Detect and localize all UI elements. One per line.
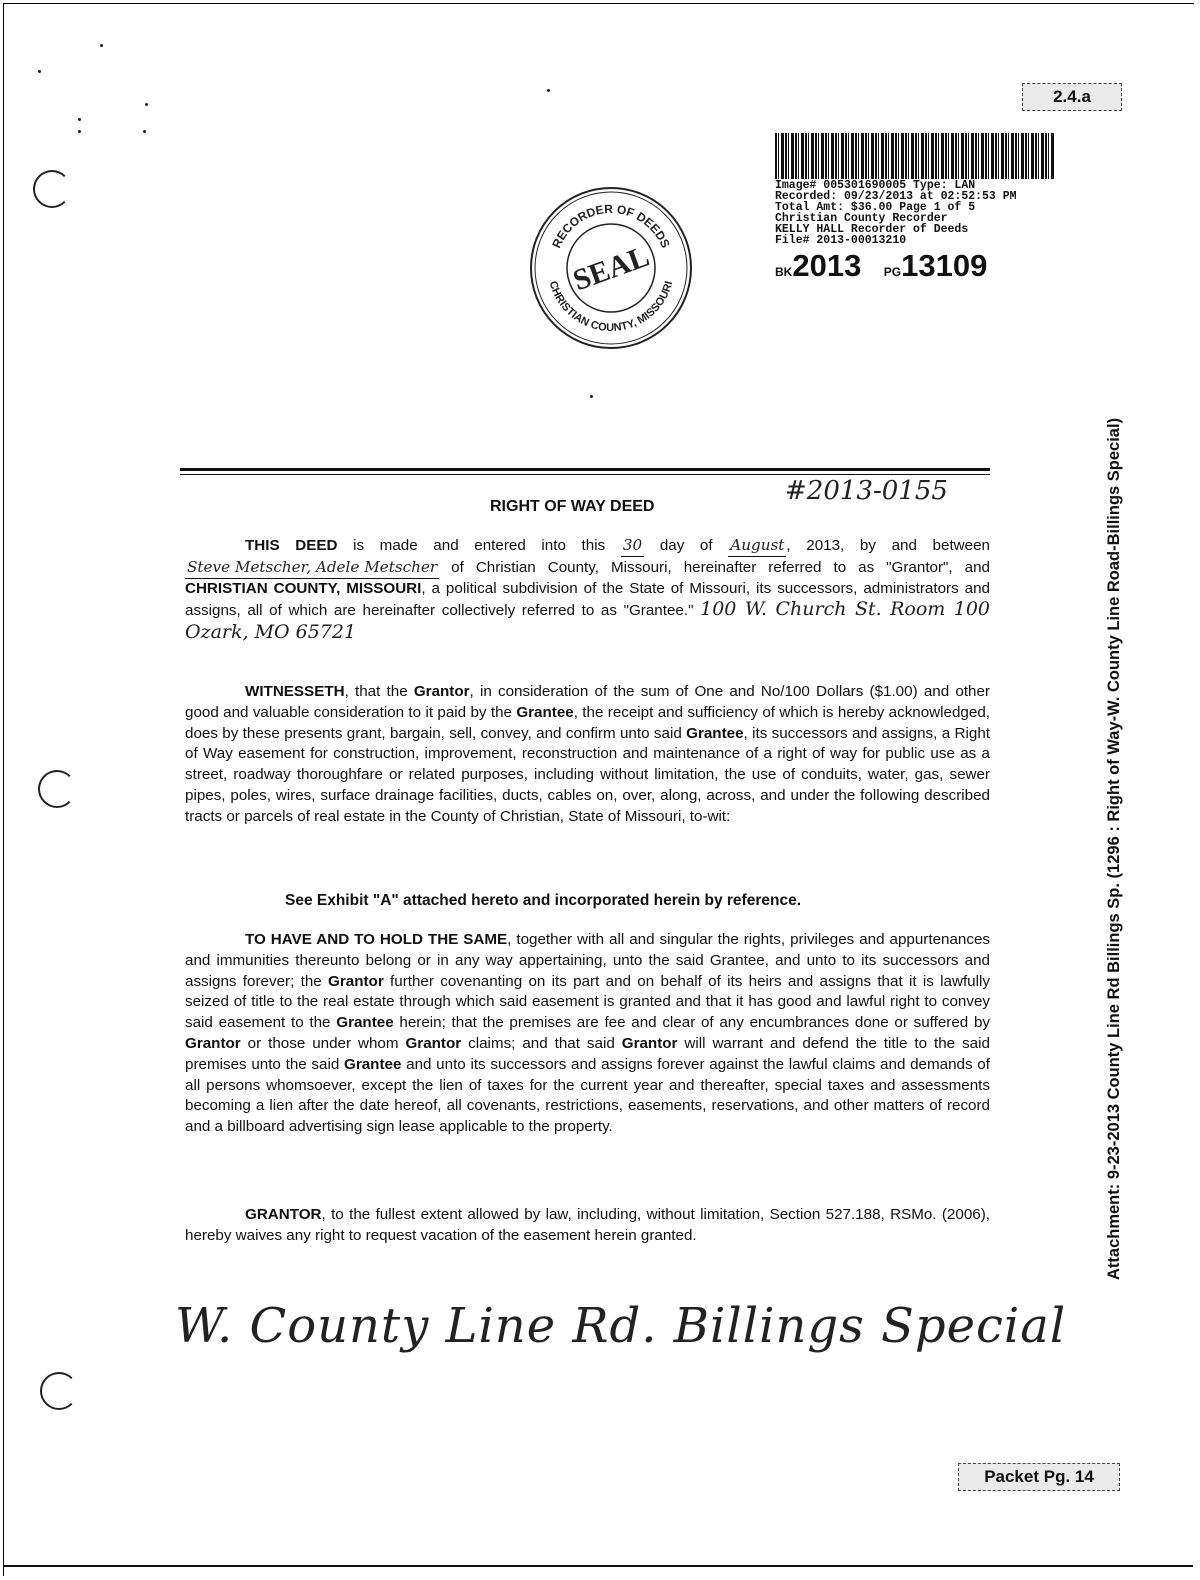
- header-rule: [180, 468, 990, 471]
- recording-info: [775, 180, 1017, 246]
- waiver-text: , to the fullest extent allowed by law, including, without limitation, Section 527.188, RSMo. (2006), hereby waives any right to request vacation of the easement herein granted.: [185, 1206, 990, 1244]
- grantor-term: Grantor: [328, 972, 384, 990]
- waiver-paragraph: [185, 1205, 990, 1247]
- handwritten-month: August: [728, 535, 786, 557]
- grantor-term: Grantor: [621, 1034, 678, 1052]
- speck: [78, 130, 81, 133]
- speck: [590, 395, 593, 398]
- intro-text: , 2013, by and between: [786, 537, 990, 554]
- grantee-term: Grantee: [336, 1014, 394, 1032]
- page-number: 13109: [901, 248, 988, 283]
- witnesseth-paragraph: [185, 682, 990, 828]
- intro-text: , a political subdivision of the State of Missouri, its successors, administrators and assigns, all of which are hereinafter collectively referred to as "Grantee.": [185, 579, 990, 620]
- seal-bottom-text: CHRISTIAN COUNTY, MISSOURI: [546, 279, 676, 335]
- grantee-name: CHRISTIAN COUNTY, MISSOURI: [185, 579, 422, 597]
- grantor-term: Grantor: [185, 1034, 241, 1052]
- habendum-text: and unto its successors and assigns forever against the lawful claims and demands of all persons whomsoever, except the lien of taxes for the current year and thereafter, special taxes and assessments becoming a lien after the date hereof, all covenants, restrictions, easements, reservations, and other matters of record and a billboard advertising sign lease applicable to the property.: [185, 1055, 990, 1136]
- punch-hole-middle: [38, 770, 76, 808]
- punch-hole-top: [33, 170, 71, 208]
- waiver-lead: GRANTOR: [245, 1206, 322, 1223]
- habendum-text: herein; that the premises are fee and clear of any encumbrances done or suffered by: [399, 1014, 991, 1032]
- handwritten-grantors: Steve Metscher, Adele Metscher: [185, 557, 439, 579]
- packet-stamp-top: 2.4.a: [1022, 83, 1122, 111]
- rec-line: Christian County Recorder: [775, 212, 948, 225]
- header-rule-thin: [180, 474, 990, 475]
- rec-line: Image# 005301690005 Type: LAN: [775, 179, 976, 192]
- grantor-term: Grantor: [413, 683, 470, 700]
- intro-paragraph: [185, 535, 990, 645]
- svg-text:RECORDER OF DEEDS: [549, 202, 672, 250]
- packet-stamp-bottom: Packet Pg. 14: [958, 1463, 1120, 1491]
- intro-text: of Christian County, Missouri, hereinafter referred to as "Grantor", and: [451, 558, 990, 576]
- page-label: PG: [883, 265, 902, 279]
- speck: [38, 70, 41, 73]
- handwritten-day: 30: [621, 535, 644, 557]
- speck: [143, 130, 146, 133]
- habendum-text: further covenanting on its part and on behalf of its heirs and assigns that it is lawfully seized of title to the real estate through which said easement is granted and that it has good and lawful right to convey said easement to the: [185, 972, 990, 1032]
- habendum-lead: TO HAVE AND TO HOLD THE SAME: [245, 931, 508, 948]
- intro-text: day of: [659, 537, 713, 554]
- speck: [78, 118, 81, 121]
- habendum-text: , together with all and singular the rights, privileges and appurtenances and immunities thereunto belong or in any way appertaining, unto the said Grantee, and unto to its successors and assigns forever; the: [185, 931, 990, 990]
- intro-text: is made and entered into this: [353, 537, 606, 554]
- grantee-term: Grantee: [686, 724, 744, 742]
- rec-line: Recorded: 09/23/2013 at 02:52:53 PM: [775, 190, 1017, 203]
- rec-line: KELLY HALL Recorder of Deeds: [775, 223, 969, 236]
- witnesseth-text: , its successors and assigns, a Right of Way easement for construction, improvement, reconstruction and maintenance of a right of way for public use as a street, roadway thoroughfare or related purposes, including without limitation, the use of conduits, water, gas, sewer pipes, poles, wires, surface drainage facilities, ducts, cables on, over, along, across, and under the following described tracts or parcels of real estate in the County of Christian, State of Missouri, to-wit:: [185, 724, 990, 825]
- book-label: BK: [775, 265, 793, 279]
- barcode: [775, 133, 1055, 179]
- speck: [100, 44, 103, 47]
- document-title: RIGHT OF WAY DEED: [490, 498, 655, 515]
- footer-rule: [3, 1565, 1193, 1567]
- attachment-sidebar: Attachment: 9-23-2013 County Line Rd Billings Sp. (1296 : Right of Way-W. County Line Road-Billings Special): [1105, 417, 1123, 1280]
- handwritten-address: 100 W. Church St. Room 100 Ozark, MO 65721: [185, 598, 990, 644]
- speck: [145, 103, 148, 106]
- witnesseth-lead: WITNESSETH: [245, 683, 345, 700]
- exhibit-reference: See Exhibit "A" attached hereto and incorporated herein by reference.: [285, 892, 802, 909]
- rec-line: Total Amt: $36.00 Page 1 of 5: [775, 201, 976, 214]
- grantor-term: Grantor: [405, 1034, 462, 1052]
- habendum-text: or those under whom: [247, 1034, 399, 1052]
- grantee-term: Grantee: [516, 703, 574, 721]
- recorder-seal: [526, 183, 696, 358]
- punch-hole-bottom: [40, 1372, 78, 1410]
- seal-top-text: RECORDER OF DEEDS: [549, 201, 673, 251]
- witnesseth-text: , the receipt and sufficiency of which is hereby acknowledged, does by these presents grant, bargain, sell, convey, and confirm unto said: [185, 703, 990, 742]
- witnesseth-text: , in consideration of the sum of One and No/100 Dollars ($1.00) and other good and valuable consideration to it paid by the: [185, 683, 990, 721]
- grantee-term: Grantee: [344, 1055, 402, 1073]
- rec-line: File# 2013-00013210: [775, 234, 907, 247]
- seal-center-text: SEAL: [568, 239, 654, 298]
- book-number: 2013: [792, 248, 862, 283]
- habendum-text: will warrant and defend the title to the said premises unto the said: [185, 1034, 990, 1073]
- handwritten-doc-number: #2013-0155: [785, 476, 948, 506]
- witnesseth-text: , that the: [344, 683, 408, 700]
- this-deed: THIS DEED: [245, 537, 338, 554]
- speck: [547, 89, 550, 92]
- handwritten-road-note: W. County Line Rd. Billings Special: [175, 1298, 1067, 1354]
- habendum-text: claims; and that said: [468, 1034, 615, 1052]
- habendum-paragraph: [185, 930, 990, 1138]
- book-page: [775, 248, 987, 284]
- svg-text:CHRISTIAN COUNTY, MISSOURI: [547, 280, 676, 334]
